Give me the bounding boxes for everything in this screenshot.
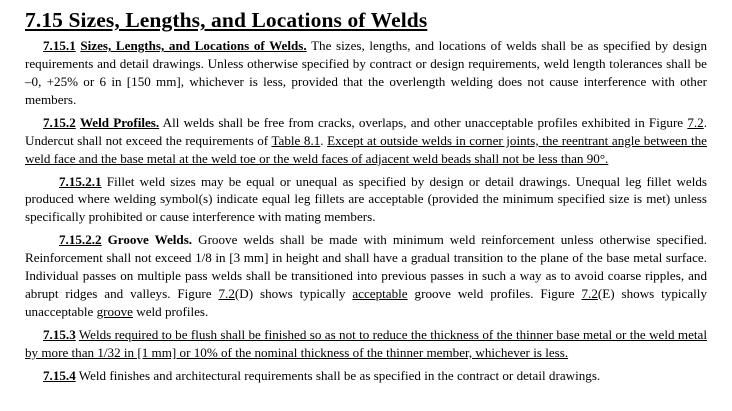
paragraph-number: 7.15.4 bbox=[43, 367, 76, 383]
figure-reference[interactable]: 7.2 bbox=[581, 286, 598, 301]
paragraph-body: weld profiles. bbox=[136, 303, 209, 319]
paragraph-7-15-2-2 bbox=[25, 231, 707, 321]
paragraph-7-15-2-1 bbox=[25, 173, 707, 227]
paragraph-heading: Groove Welds. bbox=[107, 232, 193, 248]
paragraph-7-15-3 bbox=[25, 326, 707, 362]
paragraph-number: 7.15.1 bbox=[43, 38, 76, 54]
underlined-word: acceptable bbox=[352, 286, 408, 301]
paragraph-heading: Weld Profiles. bbox=[79, 114, 160, 130]
paragraph-number: 7.15.2 bbox=[43, 114, 76, 130]
paragraph-number: 7.15.2.1 bbox=[59, 173, 102, 189]
table-reference[interactable]: Table 8.1 bbox=[271, 132, 321, 148]
paragraph-body: Weld finishes and architectural requirements shall be as specified in the contract or detail drawings. bbox=[78, 367, 601, 383]
paragraph-body: Fillet weld sizes may be equal or unequal as specified by design or detail drawings. Unequal leg fillet welds produced where welding symbol(s) indicate equal leg fillets are acceptable (provided the minimum specified size is met) unless specifically prohibited or cause interference with mating members. bbox=[25, 173, 707, 225]
underlined-word: groove bbox=[96, 303, 133, 319]
section-title: 7.15 Sizes, Lengths, and Locations of Welds bbox=[25, 8, 428, 32]
underlined-requirement: Welds required to be flush shall be finished so as not to reduce the thickness of the thinner base metal or the weld metal by more than 1/32 in [1 mm] or 10% of the nominal thickness of the thinner member, whichever is less. bbox=[25, 326, 707, 360]
paragraph-heading: Sizes, Lengths, and Locations of Welds. bbox=[80, 38, 307, 54]
paragraph-number: 7.15.3 bbox=[43, 326, 76, 342]
paragraph-number: 7.15.2.2 bbox=[59, 232, 102, 248]
paragraph-7-15-4 bbox=[25, 367, 707, 385]
paragraph-7-15-2 bbox=[25, 114, 707, 168]
paragraph-body: All welds shall be free from cracks, overlaps, and other unacceptable profiles exhibited in Figure bbox=[162, 114, 684, 130]
paragraph-body: The sizes, lengths, and locations of welds shall be as specified by design requirements and detail drawings. Unless otherwise specified by contract or design requirements, weld length tolerances shall be –0, +25% or 6 in [150 mm], whichever is less, provided that the overlength welding does not cause interference with other members. bbox=[25, 38, 707, 107]
paragraph-body: groove weld profiles. Figure bbox=[414, 286, 575, 301]
paragraph-body: (E) shows typically unacceptable bbox=[25, 286, 707, 319]
paragraph-7-15-1 bbox=[25, 37, 707, 109]
paragraph-body: . bbox=[320, 132, 324, 148]
figure-reference[interactable]: 7.2 bbox=[218, 286, 235, 301]
underlined-requirement: Except at outside welds in corner joints, the reentrant angle between the weld face and the base metal at the weld toe or the weld faces of adjacent weld beads shall not be less than 90°. bbox=[25, 132, 707, 166]
figure-reference[interactable]: 7.2 bbox=[687, 114, 704, 130]
paragraph-body: (D) shows typically bbox=[234, 286, 346, 301]
paragraph-body: . Undercut shall not exceed the requirements of bbox=[25, 114, 707, 148]
paragraph-body: Groove welds shall be made with minimum weld reinforcement unless otherwise specified. Reinforcement shall not exceed 1/8 in [3 mm] in height and shall have a gradual transition to the plane of the base metal surface. Individual passes on multiple pass welds shall be transitioned into previous passes in such a way as to avoid coarse ripples, and abrupt ridges and valleys. Figure bbox=[25, 232, 707, 301]
